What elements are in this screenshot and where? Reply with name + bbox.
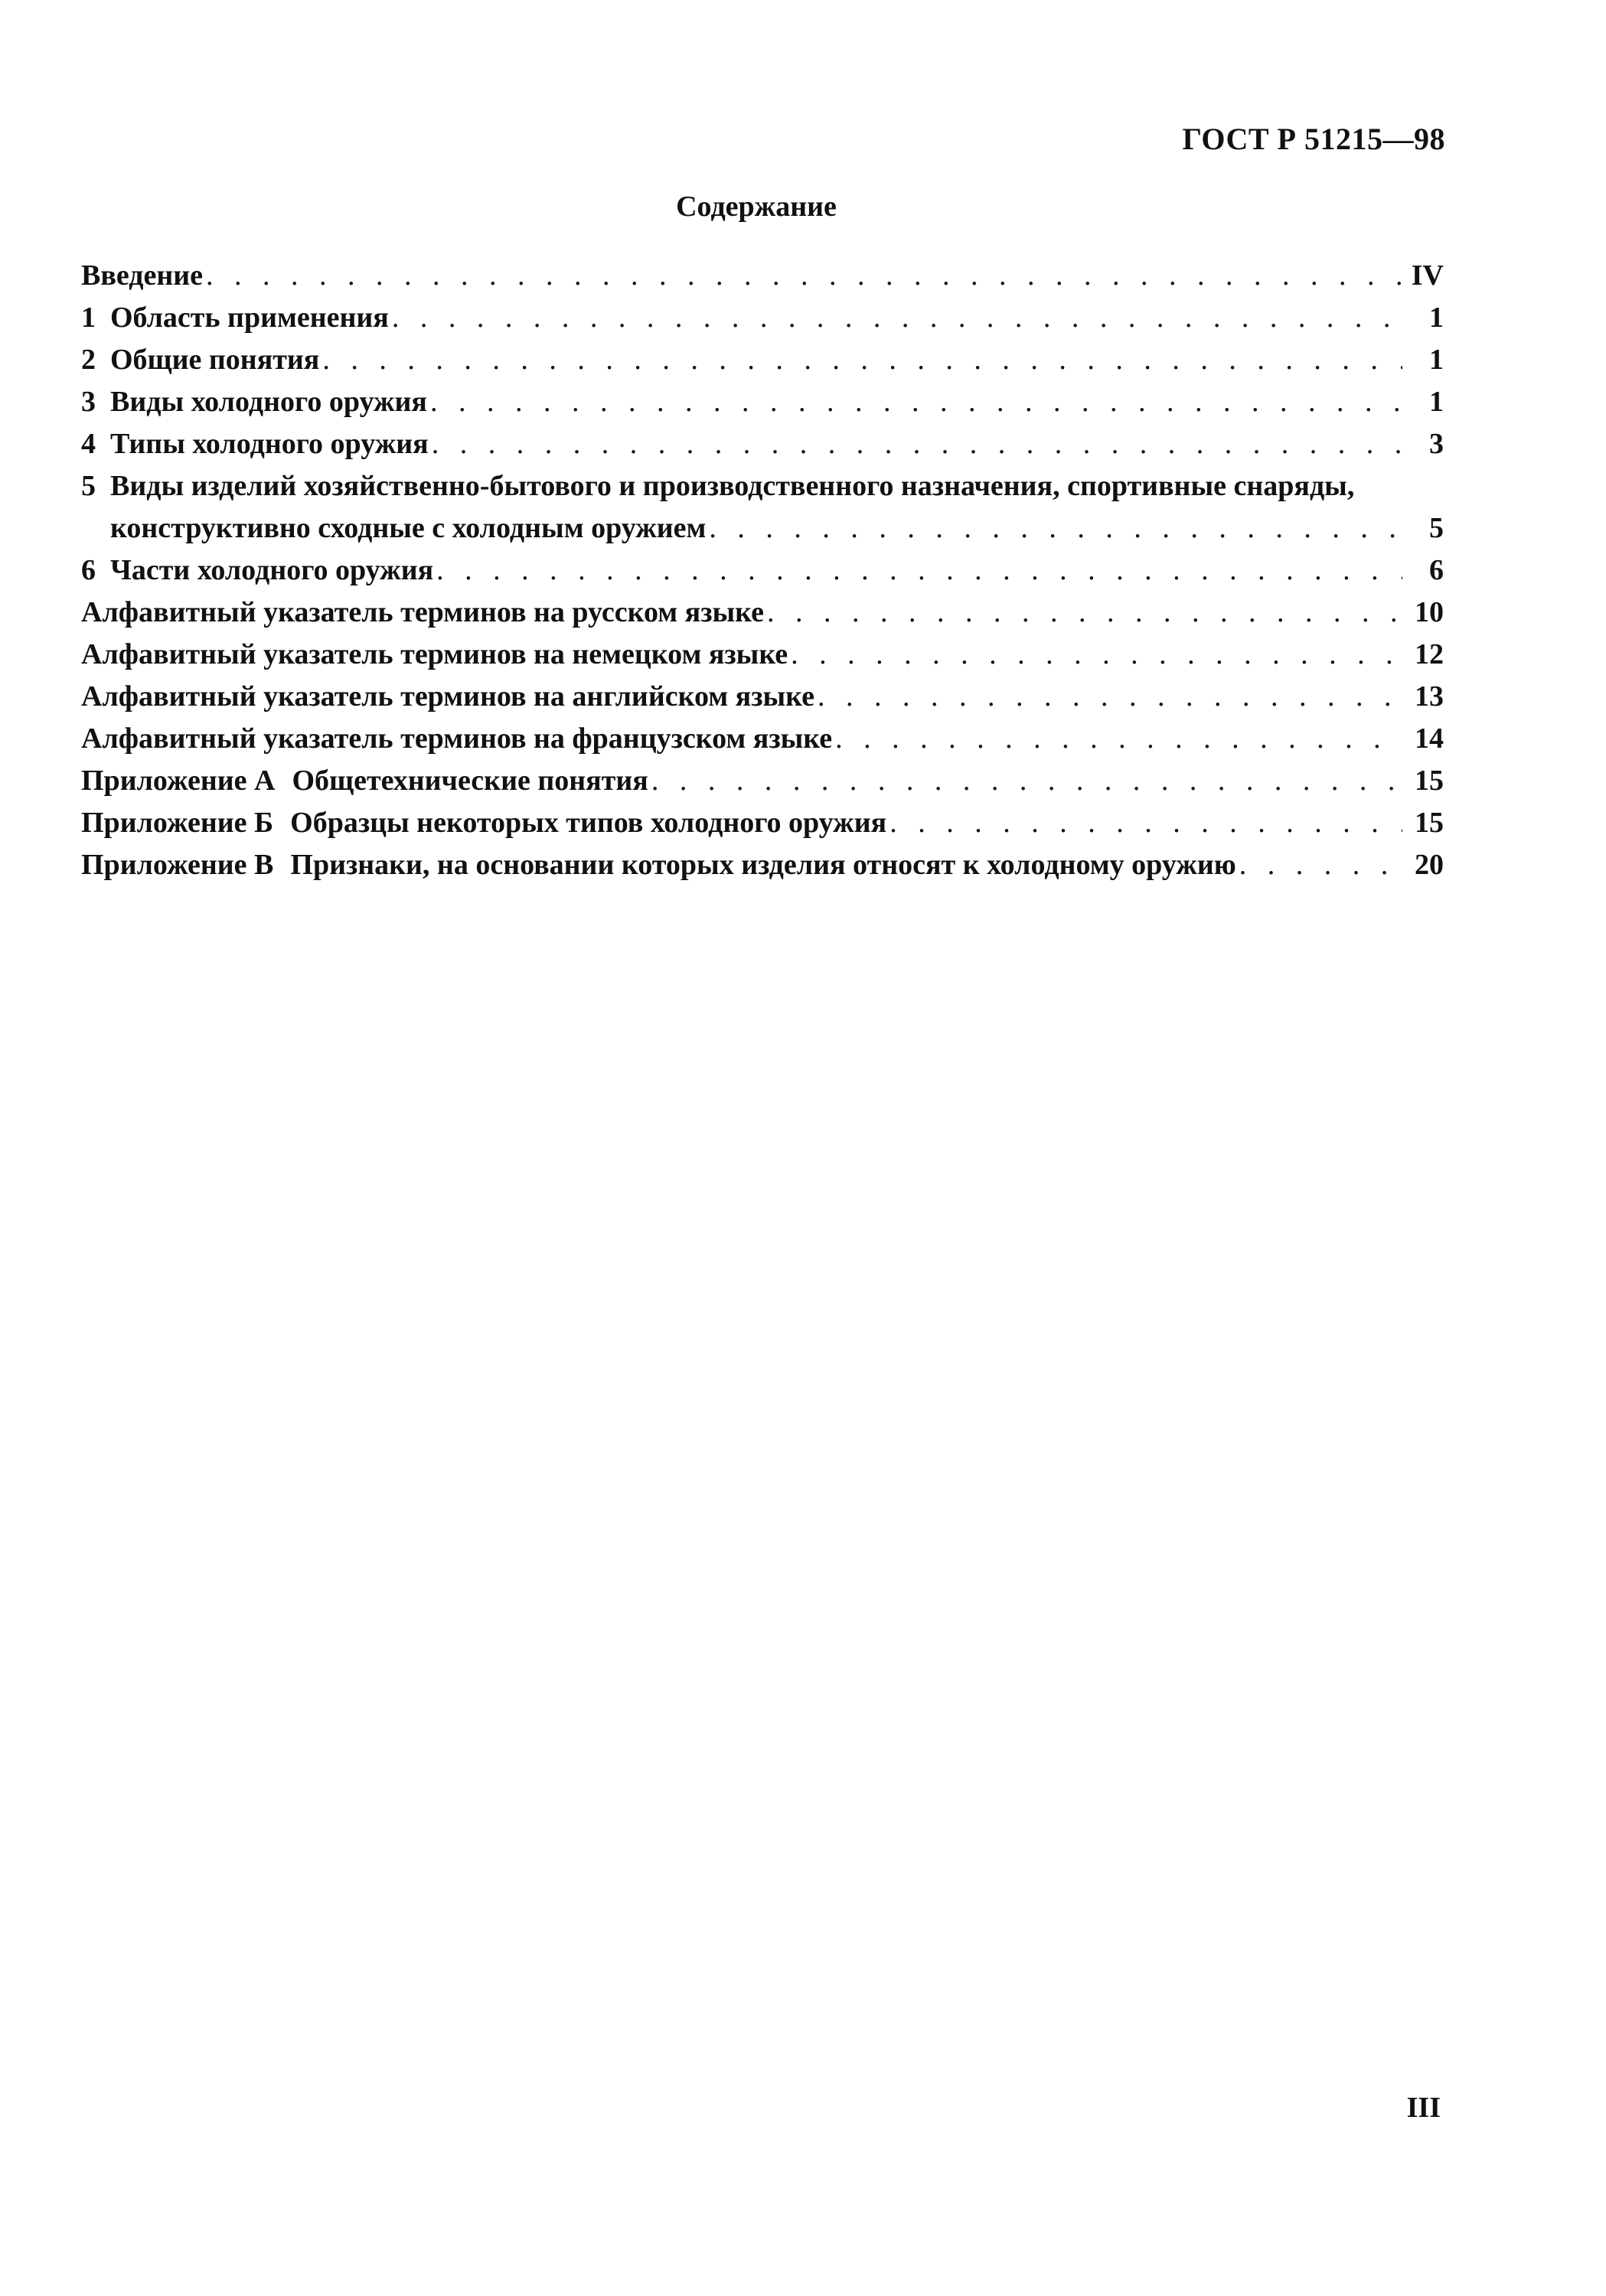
toc-entry-title: Признаки, на основании которых изделия относят к холодному оружию [290, 849, 1236, 881]
dot-leader [392, 297, 1402, 339]
toc-entry-section-5[interactable] [81, 465, 1444, 550]
section-number: 5 [81, 470, 96, 502]
toc-entry-title: Алфавитный указатель терминов на немецком языке [81, 638, 788, 670]
toc-entry-page: 1 [1429, 302, 1444, 334]
appendix-label: Приложение В [81, 849, 274, 881]
toc-entry-section-3[interactable] [81, 381, 1444, 423]
dot-leader [322, 339, 1402, 381]
dot-leader [651, 760, 1402, 802]
toc-entry-title: Область применения [110, 302, 389, 334]
appendix-label: Приложение А [81, 765, 276, 797]
dot-leader [890, 802, 1402, 844]
toc-entry-page: 14 [1415, 722, 1444, 755]
toc-entry-title: Алфавитный указатель терминов на французском языке [81, 722, 833, 755]
toc-entry-page: 10 [1415, 596, 1444, 628]
toc-entry-title-line-2: конструктивно сходные с холодным оружием [110, 512, 707, 544]
table-of-contents [81, 255, 1444, 886]
toc-heading: Содержание [676, 191, 837, 223]
dot-leader [835, 718, 1402, 760]
toc-entry-title: Общие понятия [110, 344, 320, 376]
dot-leader [1239, 844, 1402, 886]
toc-entry-section-4[interactable] [81, 423, 1444, 465]
toc-entry-page: 1 [1429, 344, 1444, 376]
toc-entry-title: Виды холодного оружия [110, 386, 427, 418]
dot-leader [709, 507, 1402, 550]
toc-entry-title: Типы холодного оружия [110, 428, 429, 460]
dot-leader [206, 255, 1401, 297]
toc-entry-title: Введение [81, 259, 203, 292]
toc-entry-appendix-b[interactable] [81, 802, 1444, 844]
toc-entry-title: Части холодного оружия [110, 554, 434, 586]
toc-entry-section-6[interactable] [81, 550, 1444, 592]
toc-entry-index-german[interactable] [81, 634, 1444, 676]
toc-entry-page: 1 [1429, 386, 1444, 418]
document-code: ГОСТ Р 51215—98 [1182, 122, 1445, 156]
toc-entry-page: 13 [1415, 680, 1444, 713]
toc-entry-index-english[interactable] [81, 676, 1444, 718]
appendix-label: Приложение Б [81, 807, 274, 839]
toc-entry-page: 15 [1415, 807, 1444, 839]
toc-entry-page: 15 [1415, 765, 1444, 797]
toc-entry-index-french[interactable] [81, 718, 1444, 760]
toc-entry-page: 12 [1415, 638, 1444, 670]
toc-entry-appendix-v[interactable] [81, 844, 1444, 886]
toc-entry-title: Алфавитный указатель терминов на английском языке [81, 680, 814, 713]
dot-leader [436, 550, 1402, 592]
toc-entry-title: Образцы некоторых типов холодного оружия [290, 807, 887, 839]
dot-leader [432, 423, 1402, 465]
toc-entry-page: IV [1411, 259, 1444, 292]
toc-entry-intro[interactable] [81, 255, 1444, 297]
toc-entry-section-1[interactable] [81, 297, 1444, 339]
toc-entry-page: 20 [1415, 849, 1444, 881]
toc-entry-title: Общетехнические понятия [292, 765, 648, 797]
page-number: III [1406, 2092, 1441, 2124]
section-number: 6 [81, 554, 96, 586]
dot-leader [430, 381, 1402, 423]
toc-entry-index-russian[interactable] [81, 592, 1444, 634]
toc-entry-appendix-a[interactable] [81, 760, 1444, 802]
dot-leader [818, 676, 1402, 718]
toc-entry-section-2[interactable] [81, 339, 1444, 381]
section-number: 4 [81, 428, 96, 460]
toc-entry-page: 6 [1429, 554, 1444, 586]
dot-leader [791, 634, 1402, 676]
toc-entry-page: 3 [1429, 428, 1444, 460]
toc-entry-title-line-1: Виды изделий хозяйственно-бытового и производственного назначения, спортивные снаряды, [110, 470, 1355, 502]
dot-leader [767, 592, 1402, 634]
section-number: 3 [81, 386, 96, 418]
toc-entry-title: Алфавитный указатель терминов на русском языке [81, 596, 764, 628]
section-number: 2 [81, 344, 96, 376]
section-number: 1 [81, 302, 96, 334]
toc-entry-page: 5 [1429, 512, 1444, 544]
